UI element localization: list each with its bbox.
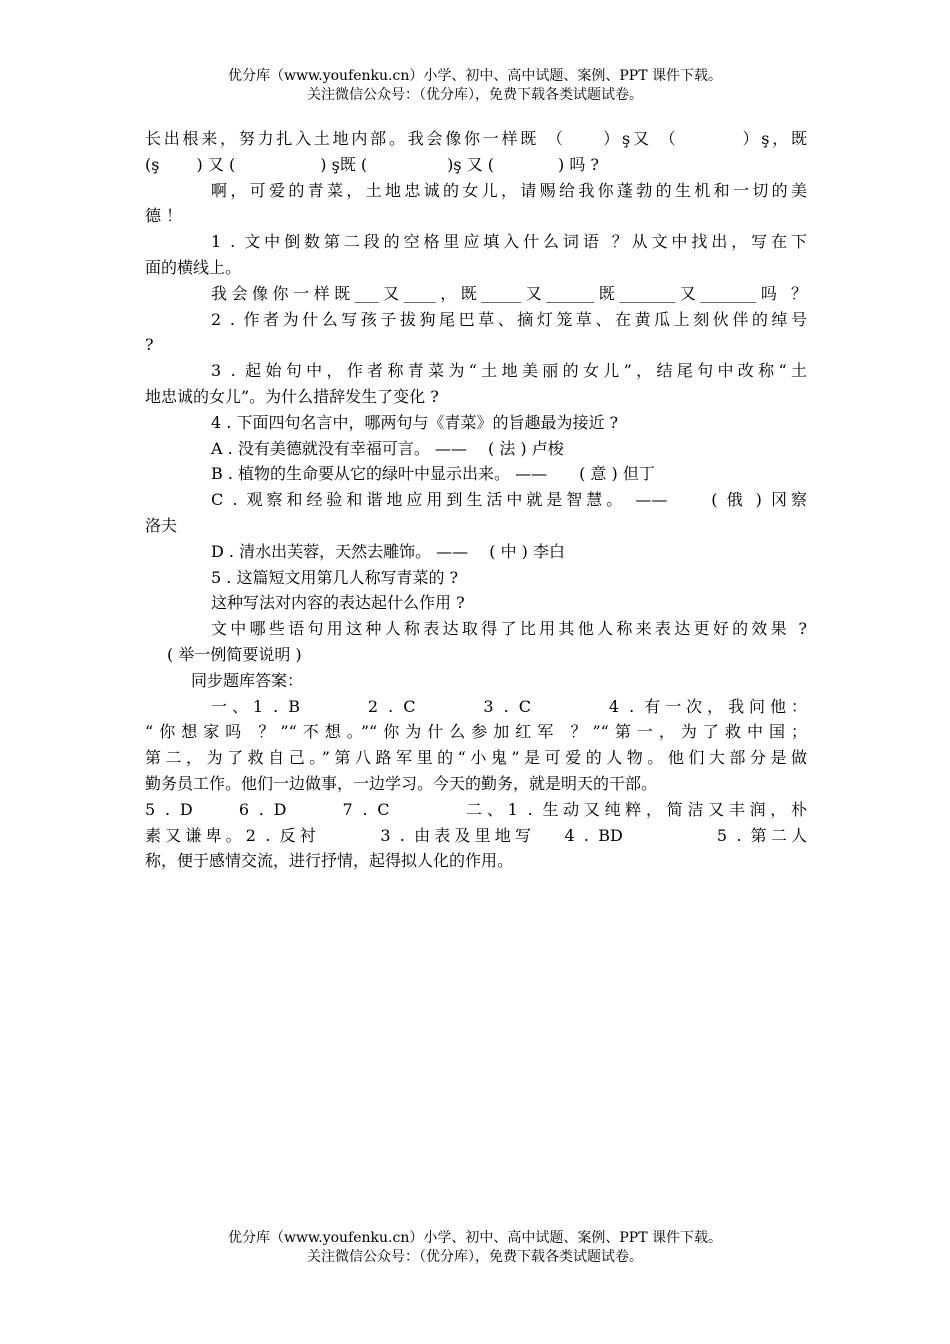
text-line: ( 举一例简要说明 ) (167, 644, 302, 664)
header-line-1: 优分库（www.youfenku.cn）小学、初中、高中试题、案例、PPT 课件下载。 (227, 68, 722, 84)
text-line: 地忠诚的女儿”。为什么措辞发生了变化 ? (145, 386, 439, 406)
answer-line: “你想家吗 ？”“不想。”“你为什么参加红军 ？”“第一，为了救中国； (145, 722, 807, 742)
footer-line-2: 关注微信公众号：（优分库），免费下载各类试题试卷。 (307, 1249, 643, 1265)
option-d: D . 清水出芙蓉，天然去雕饰。 —— ( 中 ) 李白 (211, 541, 566, 561)
text-line: 洛夫 (145, 515, 178, 535)
option-c: C . 观察和经验和谐地应用到生活中就是智慧。 —— ( 俄 ) 冈察 (211, 490, 807, 510)
answers-heading: 同步题库答案： (191, 670, 304, 690)
page-footer (0, 1229, 950, 1267)
fill-blank-line: 我会像你一样既___又____，既_____又______既_______又_______吗 ？ (211, 283, 807, 303)
header-line-2: 关注微信公众号：（优分库），免费下载各类试题试卷。 (307, 87, 643, 103)
answer-line: 5 . D 6 . D 7 . C 二、1 . 生动又纯粹，简洁又丰润，朴 (145, 799, 807, 819)
document-body (145, 126, 807, 874)
question-5: 5 . 这篇短文用第几人称写青菜的 ? (211, 567, 459, 587)
question-1: 1 . 文中倒数第二段的空格里应填入什么词语 ？从文中找出，写在下 (211, 232, 807, 252)
answer-line: 一、1 . B 2 . C 3 . C 4 . 有一次，我问他： (211, 696, 807, 716)
question-4: 4 . 下面四句名言中，哪两句与《青菜》的旨趣最为接近 ? (211, 412, 619, 432)
text-line: 啊，可爱的青菜，土地忠诚的女儿，请赐给我你蓬勃的生机和一切的美 (211, 180, 807, 200)
answer-line: 素又谦卑。2 . 反衬 3 . 由表及里地写 4 . BD 5 . 第二人 (145, 825, 807, 845)
question-2: 2 . 作者为什么写孩子拔狗尾巴草、摘灯笼草、在黄瓜上刻伙伴的绰号 (211, 309, 807, 329)
text-line: 长出根来，努力扎入土地内部。我会像你一样既 （ ）ş又 （ ）ş，既 (145, 129, 807, 148)
answer-line: 勤务员工作。他们一边做事，一边学习。今天的勤务，就是明天的干部。 (145, 773, 658, 793)
text-line: 这种写法对内容的表达起什么作用 ? (211, 593, 465, 613)
option-a: A . 没有美德就没有幸福可言。 —— ( 法 ) 卢梭 (211, 438, 564, 458)
text-line: (ş ) 又 ( ) ş既 ( )ş 又 ( ) 吗 ? (145, 154, 600, 174)
text-line: 文中哪些语句用这种人称表达取得了比用其他人称来表达更好的效果 ? (211, 619, 807, 639)
answer-line: 称，便于感情交流，进行抒情，起得拟人化的作用。 (145, 851, 514, 871)
footer-line-1: 优分库（www.youfenku.cn）小学、初中、高中试题、案例、PPT 课件下载。 (227, 1230, 722, 1246)
answer-line: 第二，为了救自己。”第八路军里的“小鬼”是可爱的人物。他们大部分是做 (145, 748, 807, 768)
page-header (0, 67, 950, 105)
question-3: 3 . 起始句中，作者称青菜为“土地美丽的女儿”，结尾句中改称“土 (211, 361, 807, 381)
text-line: 面的横线上。 (145, 257, 242, 277)
text-line: ? (145, 335, 154, 355)
text-line: 德 ！ (145, 206, 183, 226)
option-b: B . 植物的生命要从它的绿叶中显示出来。 —— ( 意 ) 但丁 (211, 464, 655, 484)
